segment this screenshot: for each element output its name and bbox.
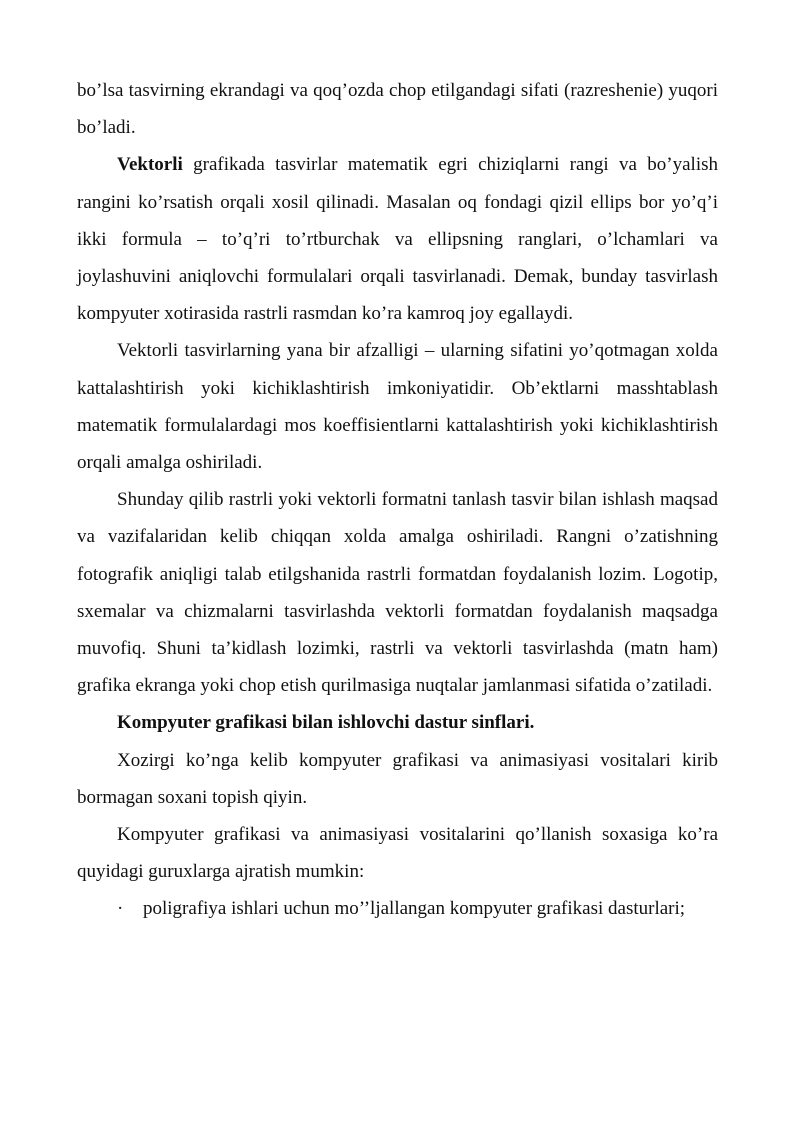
paragraph-vector-graphics-text: grafikada tasvirlar matematik egri chiziqlarni rangi va bo’yalish rangini ko’rsatish orqali xosil qilinadi. Masalan oq fondagi qizil ellips bor yo’q’i ikki formula – to’q’ri to’rtburchak va ellipsning ranglari, o’lchamlari va joylashuvini aniqlovchi formulalari orqali tasvirlanadi. Demak, bunday tasvirlash kompyuter xotirasida rastrli rasmdan ko’ra kamroq joy egallaydi. — [77, 154, 718, 325]
paragraph-continuation: bo’lsa tasvirning ekrandagi va qoq’ozda chop etilgandagi sifati (razreshenie) yuqori bo’ladi. — [77, 80, 718, 139]
paragraph-vector-graphics — [77, 146, 718, 332]
bullet-item-text: poligrafiya ishlari uchun mo’’ljallangan kompyuter grafikasi dasturlari; — [143, 898, 686, 920]
paragraph-format-choice: Shunday qilib rastrli yoki vektorli formatni tanlash tasvir bilan ishlash maqsad va vazifalaridan kelib chiqqan xolda amalga oshiriladi. Rangni o’zatishning fotografik aniqligi talab etilgshanida rastrli formatdan foydalanish lozim. Logotip, sxemalar va chizmalarni tasvirlashda vektorli formatdan foydalanish maqsadga muvofiq. Shuni ta’kidlash lozimki, rastrli va vektorli tasvirlashda (matn ham) grafika ekranga yoki chop etish qurilmasiga nuqtalar jamlanmasi sifatida o’zatiladi. — [77, 489, 718, 697]
bullet-marker: · — [117, 898, 124, 920]
paragraph-groups-intro: Kompyuter grafikasi va animasiyasi vositalarini qo’llanish soxasiga ko’ra quyidagi guruxlarga ajratish mumkin: — [77, 824, 718, 883]
section-heading: Kompyuter grafikasi bilan ishlovchi dastur sinflari. — [117, 712, 535, 734]
term-vektorli: Vektorli — [117, 154, 183, 176]
paragraph-vector-advantage: Vektorli tasvirlarning yana bir afzalligi – ularning sifatini yo’qotmagan xolda kattalashtirish yoki kichiklashtirish imkoniyatidir. Ob’ektlarni masshtablash matematik formulalardagi mos koeffisientlarni kattalashtirish yoki kichiklashtirish orqali amalga oshiriladi. — [77, 340, 718, 474]
paragraph-current-state: Xozirgi ko’nga kelib kompyuter grafikasi va animasiyasi vositalari kirib bormagan soxani topish qiyin. — [77, 749, 718, 808]
bullet-item — [77, 890, 718, 927]
